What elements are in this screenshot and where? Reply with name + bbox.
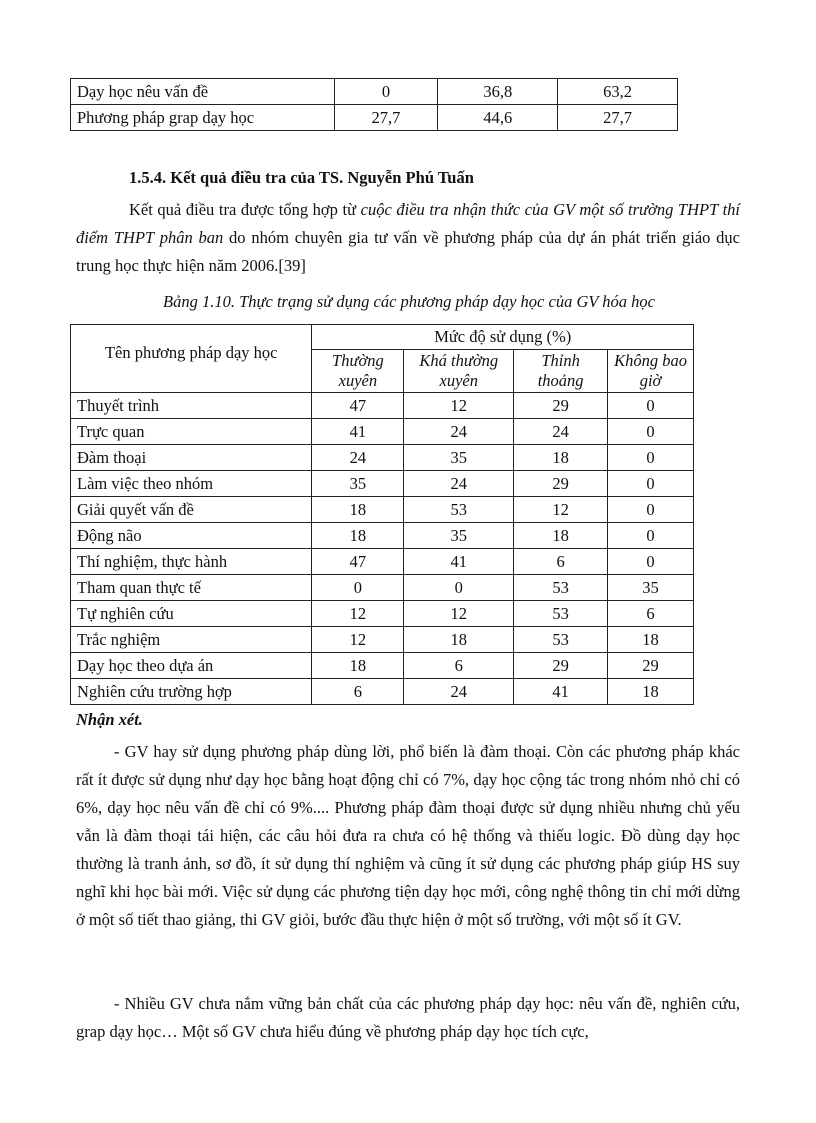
- value-cell: 35: [404, 445, 514, 471]
- header-often: Thường xuyên: [312, 350, 404, 393]
- value-cell: 29: [608, 653, 694, 679]
- header-sometimes: Thỉnh thoảng: [514, 350, 608, 393]
- header-fairly-often: Khá thường xuyên: [404, 350, 514, 393]
- value-cell: 44,6: [438, 105, 558, 131]
- method-name-cell: Dạy học nêu vấn đề: [71, 79, 335, 105]
- value-cell: 18: [608, 627, 694, 653]
- value-cell: 41: [404, 549, 514, 575]
- value-cell: 24: [514, 419, 608, 445]
- method-name-cell: Dạy học theo dựa án: [71, 653, 312, 679]
- table-row: [71, 549, 694, 575]
- value-cell: 0: [608, 471, 694, 497]
- value-cell: 12: [404, 393, 514, 419]
- table-row: [71, 627, 694, 653]
- top-table: [70, 78, 678, 131]
- value-cell: 18: [514, 445, 608, 471]
- table-row: [71, 393, 694, 419]
- value-cell: 6: [608, 601, 694, 627]
- value-cell: 53: [514, 601, 608, 627]
- remarks-paragraph-2: - Nhiều GV chưa nắm vững bản chất của các phương pháp dạy học: nêu vấn đề, nghiên cứu, grap dạy học… Một số GV chưa hiểu đúng về phương pháp dạy học tích cực,: [76, 994, 740, 1041]
- value-cell: 27,7: [558, 105, 678, 131]
- method-name-cell: Đàm thoại: [71, 445, 312, 471]
- header-usage-level: Mức độ sử dụng (%): [312, 325, 694, 350]
- value-cell: 18: [312, 497, 404, 523]
- header-method: Tên phương pháp dạy học: [71, 325, 312, 393]
- value-cell: 12: [514, 497, 608, 523]
- value-cell: 0: [334, 79, 438, 105]
- value-cell: 53: [404, 497, 514, 523]
- value-cell: 18: [312, 653, 404, 679]
- header-never: Không bao giờ: [608, 350, 694, 393]
- table-row: [71, 497, 694, 523]
- value-cell: 6: [404, 653, 514, 679]
- value-cell: 29: [514, 393, 608, 419]
- remarks-paragraph-1: - GV hay sử dụng phương pháp dùng lời, phổ biến là đàm thoại. Còn các phương pháp khác rất ít được sử dụng như dạy học bằng hoạt động chỉ có 7%, dạy học cộng tác trong nhóm nhỏ chỉ có 6%, dạy học nêu vấn đề chỉ có 9%.... Phương pháp đàm thoại được sử dụng nhiều nhưng chủ yếu vẫn là đàm thoại tái hiện, các câu hỏi đưa ra chưa có hệ thống và thiếu logic. Đồ dùng dạy học thường là tranh ảnh, sơ đồ, ít sử dụng thí nghiệm và cũng ít sử dụng các phương pháp giúp HS suy nghĩ khi học bài mới. Việc sử dụng các phương tiện dạy học mới, công nghệ thông tin chỉ mới dừng ở một số tiết thao giảng, thi GV giỏi, bước đầu thực hiện ở một số trường, với một số ít GV.: [76, 742, 740, 929]
- value-cell: 29: [514, 471, 608, 497]
- value-cell: 12: [312, 627, 404, 653]
- value-cell: 0: [608, 549, 694, 575]
- table-row: [71, 419, 694, 445]
- method-name-cell: Động não: [71, 523, 312, 549]
- value-cell: 18: [608, 679, 694, 705]
- method-name-cell: Phương pháp grap dạy học: [71, 105, 335, 131]
- value-cell: 6: [312, 679, 404, 705]
- value-cell: 41: [312, 419, 404, 445]
- value-cell: 53: [514, 627, 608, 653]
- intro-italic: cuộc điều tra nhận thức của GV một số trường THPT thí điểm THPT phân ban: [76, 200, 740, 247]
- value-cell: 24: [404, 679, 514, 705]
- value-cell: 47: [312, 393, 404, 419]
- table-row: [71, 679, 694, 705]
- value-cell: 27,7: [334, 105, 438, 131]
- value-cell: 0: [608, 497, 694, 523]
- value-cell: 18: [514, 523, 608, 549]
- value-cell: 18: [404, 627, 514, 653]
- value-cell: 29: [514, 653, 608, 679]
- table-row: [71, 653, 694, 679]
- value-cell: 18: [312, 523, 404, 549]
- value-cell: 35: [404, 523, 514, 549]
- method-name-cell: Trắc nghiệm: [71, 627, 312, 653]
- method-name-cell: Thí nghiệm, thực hành: [71, 549, 312, 575]
- table-row: [71, 523, 694, 549]
- value-cell: 0: [608, 419, 694, 445]
- value-cell: 24: [404, 419, 514, 445]
- value-cell: 12: [404, 601, 514, 627]
- method-name-cell: Thuyết trình: [71, 393, 312, 419]
- table-caption: Bảng 1.10. Thực trạng sử dụng các phương pháp dạy học của GV hóa học: [163, 292, 655, 311]
- value-cell: 47: [312, 549, 404, 575]
- value-cell: 0: [312, 575, 404, 601]
- value-cell: 12: [312, 601, 404, 627]
- main-table: [70, 324, 694, 705]
- intro-paragraph: [76, 196, 740, 280]
- value-cell: 0: [404, 575, 514, 601]
- value-cell: 35: [608, 575, 694, 601]
- value-cell: 6: [514, 549, 608, 575]
- value-cell: 0: [608, 523, 694, 549]
- intro-pre: Kết quả điều tra được tổng hợp từ: [129, 200, 361, 219]
- intro-post: do nhóm chuyên gia tư vấn về phương pháp của dự án phát triển giáo dục trung học thực hiện năm 2006.[39]: [76, 228, 741, 275]
- table-row: [71, 105, 678, 131]
- method-name-cell: Tự nghiên cứu: [71, 601, 312, 627]
- method-name-cell: Tham quan thực tế: [71, 575, 312, 601]
- table-row: [71, 601, 694, 627]
- method-name-cell: Nghiên cứu trường hợp: [71, 679, 312, 705]
- table-row: [71, 445, 694, 471]
- table-row: [71, 79, 678, 105]
- value-cell: 0: [608, 445, 694, 471]
- section-heading: 1.5.4. Kết quả điều tra của TS. Nguyễn Phú Tuấn: [129, 168, 474, 187]
- value-cell: 36,8: [438, 79, 558, 105]
- method-name-cell: Giải quyết vấn đề: [71, 497, 312, 523]
- value-cell: 24: [312, 445, 404, 471]
- method-name-cell: Làm việc theo nhóm: [71, 471, 312, 497]
- method-name-cell: Trực quan: [71, 419, 312, 445]
- value-cell: 35: [312, 471, 404, 497]
- remarks-title: Nhận xét.: [76, 710, 143, 729]
- value-cell: 53: [514, 575, 608, 601]
- value-cell: 24: [404, 471, 514, 497]
- value-cell: 63,2: [558, 79, 678, 105]
- value-cell: 0: [608, 393, 694, 419]
- value-cell: 41: [514, 679, 608, 705]
- table-row: [71, 575, 694, 601]
- table-row: [71, 471, 694, 497]
